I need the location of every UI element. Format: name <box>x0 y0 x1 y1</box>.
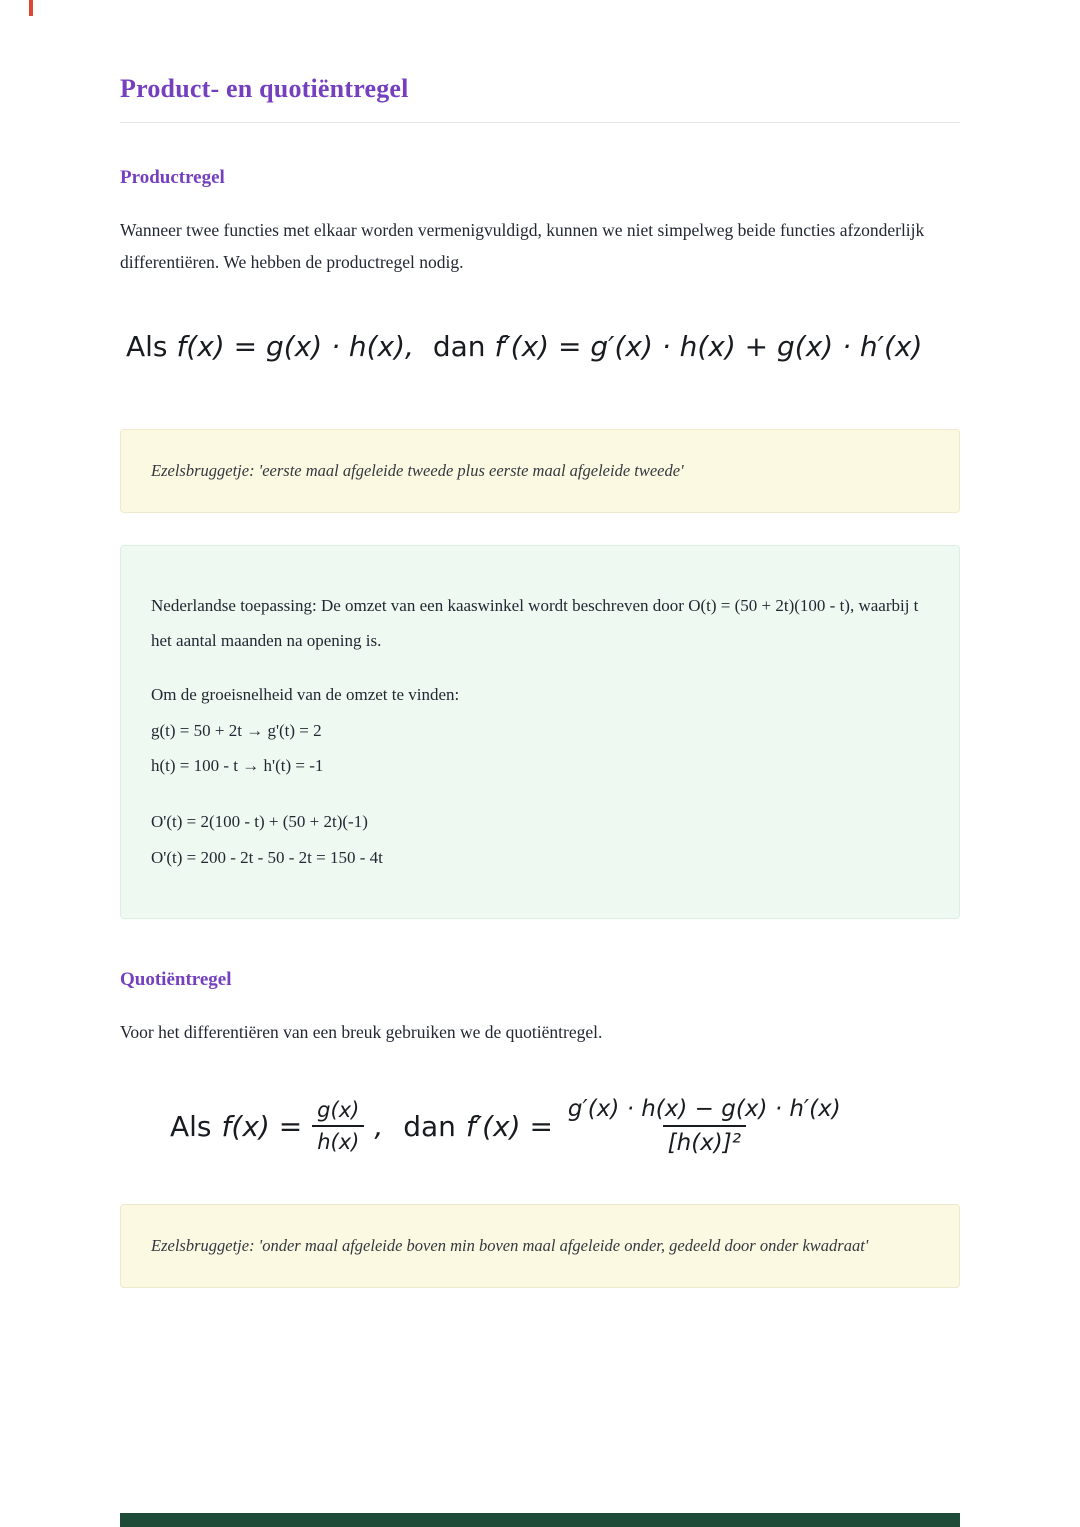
fraction-numerator: g(x) <box>317 1098 360 1122</box>
mnemonic-box-quotient <box>120 1204 960 1288</box>
formula-comma: , <box>374 1109 384 1143</box>
fraction-numerator: g′(x) · h(x) − g(x) · h′(x) <box>567 1096 841 1122</box>
fraction-quotient-result <box>563 1096 846 1156</box>
example-line-o2: O'(t) = 200 - 2t - 50 - 2t = 150 - 4t <box>151 847 383 867</box>
formula-expression-2: f′(x) = <box>465 1109 553 1143</box>
formula-expression-1: f(x) = <box>221 1109 303 1143</box>
fraction-denominator: [h(x)]² <box>663 1125 746 1156</box>
title-divider <box>120 122 960 123</box>
example-paragraph-2: Om de groeisnelheid van de omzet te vinden: <box>151 685 460 705</box>
mnemonic-text-product: Ezelsbruggetje: 'eerste maal afgeleide tweede plus eerste maal afgeleide tweede' <box>151 461 684 480</box>
page-title: Product- en quotiëntregel <box>120 74 409 103</box>
quotientregel-intro: Voor het differentiëren van een breuk gebruiken we de quotiëntregel. <box>120 1021 603 1042</box>
formula-word-als: Als <box>170 1109 212 1143</box>
example-line-h: h(t) = 100 - t → h'(t) = -1 <box>151 756 324 776</box>
formula-word-als: Als <box>126 330 168 363</box>
example-box-product <box>120 545 960 919</box>
fraction-denominator: h(x) <box>312 1125 364 1154</box>
productregel-intro: Wanneer twee functies met elkaar worden vermenigvuldigd, kunnen we niet simpelweg beide functies afzonderlijk differentiëren. We hebben de productregel nodig. <box>120 220 925 272</box>
product-rule-formula <box>126 330 960 363</box>
productregel-heading: Productregel <box>120 167 225 188</box>
formula-word-dan: dan <box>432 330 486 363</box>
quotientregel-heading: Quotiëntregel <box>120 968 232 990</box>
quotient-rule-formula <box>170 1096 960 1156</box>
example-line-o1: O'(t) = 2(100 - t) + (50 + 2t)(-1) <box>151 812 368 832</box>
mnemonic-text-quotient: Ezelsbruggetje: 'onder maal afgeleide boven min boven maal afgeleide onder, gedeeld door onder kwadraat' <box>151 1236 869 1255</box>
section-productregel <box>120 167 960 919</box>
example-paragraph-1: Nederlandse toepassing: De omzet van een kaaswinkel wordt beschreven door O(t) = (50 + 2t)(100 - t), waarbij t het aantal maanden na opening is. <box>151 595 919 651</box>
mnemonic-box-product <box>120 429 960 513</box>
document-page <box>120 0 960 1288</box>
formula-word-dan: dan <box>403 1109 456 1143</box>
formula-expression-1: f(x) = g(x) · h(x), <box>176 330 414 363</box>
example-result-group <box>151 804 929 875</box>
fraction-g-over-h <box>312 1098 364 1154</box>
next-section-edge <box>120 1513 960 1527</box>
example-line-g: g(t) = 50 + 2t → g'(t) = 2 <box>151 720 322 740</box>
example-derivatives-group <box>151 677 929 784</box>
formula-expression-2: f′(x) = g′(x) · h(x) + g(x) · h′(x) <box>494 330 923 363</box>
page-edge-mark <box>29 0 33 16</box>
section-quotientregel <box>120 969 960 1288</box>
